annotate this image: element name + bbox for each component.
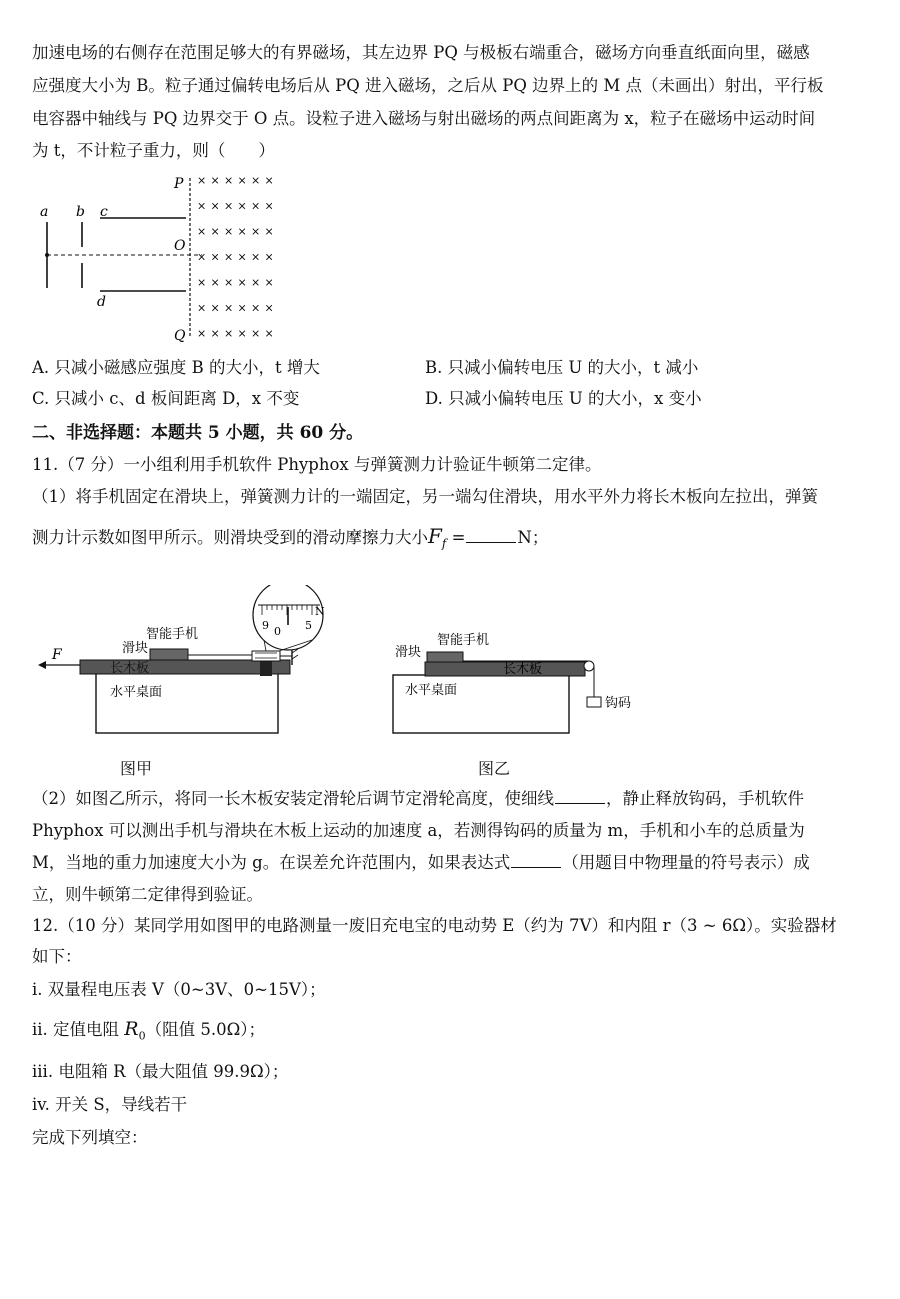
q10-figure	[30, 170, 300, 350]
r0-symbol: R	[124, 1018, 139, 1040]
field-cross: ×	[264, 301, 274, 315]
answer-blank-string[interactable]	[555, 789, 605, 804]
table-jia	[96, 673, 278, 733]
weight-label-yi: 钩码	[605, 696, 632, 711]
field-cross: ×	[197, 276, 207, 289]
label-b: b	[76, 204, 85, 220]
field-cross: ×	[264, 276, 274, 289]
q12-item2	[32, 1018, 265, 1047]
q11-part1-text: 测力计示数如图甲所示。则滑块受到的滑动摩擦力大小	[32, 528, 428, 547]
section-heading: 二、非选择题：本题共 5 小题，共 60 分。	[32, 423, 364, 443]
caption-jia: 图甲	[120, 759, 153, 778]
label-q: Q	[174, 328, 186, 344]
field-cross: ×	[237, 301, 247, 315]
equals-sign: =	[446, 528, 466, 547]
friction-symbol: F	[428, 524, 442, 548]
board-label-yi: 长木板	[503, 662, 543, 677]
q10-line-2: 应强度大小为 B。粒子通过偏转电场后从 PQ 进入磁场，之后从 PQ 边界上的 M 点（未画出）射出，平行板	[32, 76, 824, 95]
field-cross: ×	[237, 276, 247, 289]
field-cross: ×	[237, 199, 247, 213]
phone-label-yi: 智能手机	[437, 633, 490, 648]
caption-yi: 图乙	[478, 759, 511, 778]
r0-subscript: 0	[138, 1029, 146, 1043]
q11-part2-line3	[32, 852, 810, 874]
q12-item2-text: ii. 定值电阻	[32, 1020, 125, 1039]
field-cross: ×	[210, 301, 220, 315]
dial-label-5: 5	[305, 619, 312, 632]
q10-line-1: 加速电场的右侧存在范围足够大的有界磁场，其左边界 PQ 与极板右端重合，磁场方向垂直纸面向里，磁感	[32, 43, 810, 62]
pulley-yi	[584, 661, 594, 671]
support-jia	[260, 660, 272, 676]
field-cross: ×	[251, 301, 261, 315]
field-cross: ×	[210, 276, 220, 289]
q12-end: 完成下列填空：	[32, 1128, 148, 1147]
q12-line1: 12.（10 分）某同学用如图甲的电路测量一废旧充电宝的电动势 E（约为 7V）和内阻 r（3 ~ 6Ω）。实验器材	[32, 916, 837, 935]
q12-item3: iii. 电阻箱 R（最大阻值 99.9Ω）；	[32, 1062, 289, 1081]
block-label-yi: 滑块	[395, 645, 422, 660]
table-label-jia: 水平桌面	[110, 685, 163, 700]
q12-item2-tail: （阻值 5.0Ω）；	[145, 1020, 266, 1039]
label-d: d	[97, 294, 106, 310]
option-a: A. 只减小磁感应强度 B 的大小，t 增大	[32, 358, 320, 377]
field-cross: ×	[224, 225, 234, 238]
q11-part2-text-1b: ，静止释放钩码，手机软件	[606, 789, 804, 808]
field-cross: ×	[251, 250, 261, 264]
field-cross: ×	[210, 250, 220, 264]
option-c: C. 只减小 c、d 板间距离 D，x 不变	[32, 389, 300, 408]
field-cross: ×	[251, 174, 261, 187]
field-cross: ×	[264, 327, 274, 340]
field-cross: ×	[210, 327, 220, 340]
field-cross: ×	[224, 327, 234, 340]
dial-label-0: 0	[274, 625, 281, 638]
q11-part2-line1	[32, 788, 804, 810]
dial-label-n: N	[315, 605, 325, 618]
phone-block-jia	[150, 649, 188, 660]
field-cross: ×	[237, 225, 247, 238]
field-cross: ×	[224, 174, 234, 187]
field-cross: ×	[197, 174, 207, 187]
field-cross: ×	[197, 225, 207, 238]
field-cross: ×	[197, 199, 207, 213]
field-cross: ×	[264, 174, 274, 187]
spring-scale-jia	[252, 651, 280, 661]
q11-part2-text-3a: M，当地的重力加速度大小为 g。在误差允许范围内，如果表达式	[32, 853, 511, 872]
field-cross: ×	[224, 199, 234, 213]
field-cross: ×	[197, 327, 207, 340]
friction-subscript: f	[441, 536, 447, 551]
option-d: D. 只减小偏转电压 U 的大小，x 变小	[425, 389, 702, 408]
force-label: F	[52, 647, 62, 663]
field-cross: ×	[264, 199, 274, 213]
figure-jia	[30, 585, 330, 745]
label-p: P	[174, 176, 184, 192]
field-cross: ×	[237, 250, 247, 264]
q12-item4: iv. 开关 S，导线若干	[32, 1095, 188, 1114]
dial-label-6: 9	[262, 619, 269, 632]
field-cross: ×	[197, 250, 207, 264]
magnetic-field-grid	[197, 174, 274, 340]
q10-line-3: 电容器中轴线与 PQ 边界交于 O 点。设粒子进入磁场与射出磁场的两点间距离为 x，粒子在磁场中运动时间	[32, 109, 816, 128]
q11-part2-line4: 立，则牛顿第二定律得到验证。	[32, 885, 263, 904]
field-cross: ×	[224, 301, 234, 315]
hook-weight-yi	[587, 697, 601, 707]
field-cross: ×	[251, 225, 261, 238]
block-label-jia: 滑块	[122, 641, 149, 656]
q11-part1-line2	[32, 525, 548, 554]
label-o: O	[174, 238, 186, 254]
field-cross: ×	[210, 174, 220, 187]
label-c: c	[100, 204, 108, 220]
field-cross: ×	[251, 199, 261, 213]
unit-newton: N；	[517, 528, 549, 547]
field-cross: ×	[197, 301, 207, 315]
q11-part2-text-3b: （用题目中物理量的符号表示）成	[562, 853, 810, 872]
field-cross: ×	[251, 276, 261, 289]
q12-line2: 如下：	[32, 947, 82, 966]
field-cross: ×	[237, 174, 247, 187]
phone-label-jia: 智能手机	[146, 627, 199, 642]
field-cross: ×	[210, 225, 220, 238]
field-cross: ×	[210, 199, 220, 213]
q12-item1: i. 双量程电压表 V（0~3V、0~15V）；	[32, 980, 326, 999]
q11-stem: 11.（7 分）一小组利用手机软件 Phyphox 与弹簧测力计验证牛顿第二定律。	[32, 455, 602, 474]
field-cross: ×	[224, 276, 234, 289]
q10-line-4: 为 t，不计粒子重力，则（ ）	[32, 141, 275, 160]
field-cross: ×	[251, 327, 261, 340]
board-label-jia: 长木板	[110, 661, 150, 676]
option-b: B. 只减小偏转电压 U 的大小，t 减小	[425, 358, 699, 377]
q11-part2-text-1a: （2）如图乙所示，将同一长木板安装定滑轮后调节定滑轮高度，使细线	[32, 789, 554, 808]
field-cross: ×	[237, 327, 247, 340]
answer-blank-friction[interactable]	[466, 528, 516, 543]
q11-part2-line2: Phyphox 可以测出手机与滑块在木板上运动的加速度 a，若测得钩码的质量为 m，手机和小车的总质量为	[32, 821, 805, 840]
field-cross: ×	[264, 250, 274, 264]
label-a: a	[40, 204, 49, 220]
table-label-yi: 水平桌面	[405, 683, 458, 698]
field-cross: ×	[224, 250, 234, 264]
answer-blank-expression[interactable]	[511, 853, 561, 868]
q11-part1-line1: （1）将手机固定在滑块上，弹簧测力计的一端固定，另一端勾住滑块，用水平外力将长木板向左拉出，弹簧	[32, 487, 818, 506]
figure-yi	[385, 620, 655, 740]
phone-block-yi	[427, 652, 463, 662]
field-cross: ×	[264, 225, 274, 238]
